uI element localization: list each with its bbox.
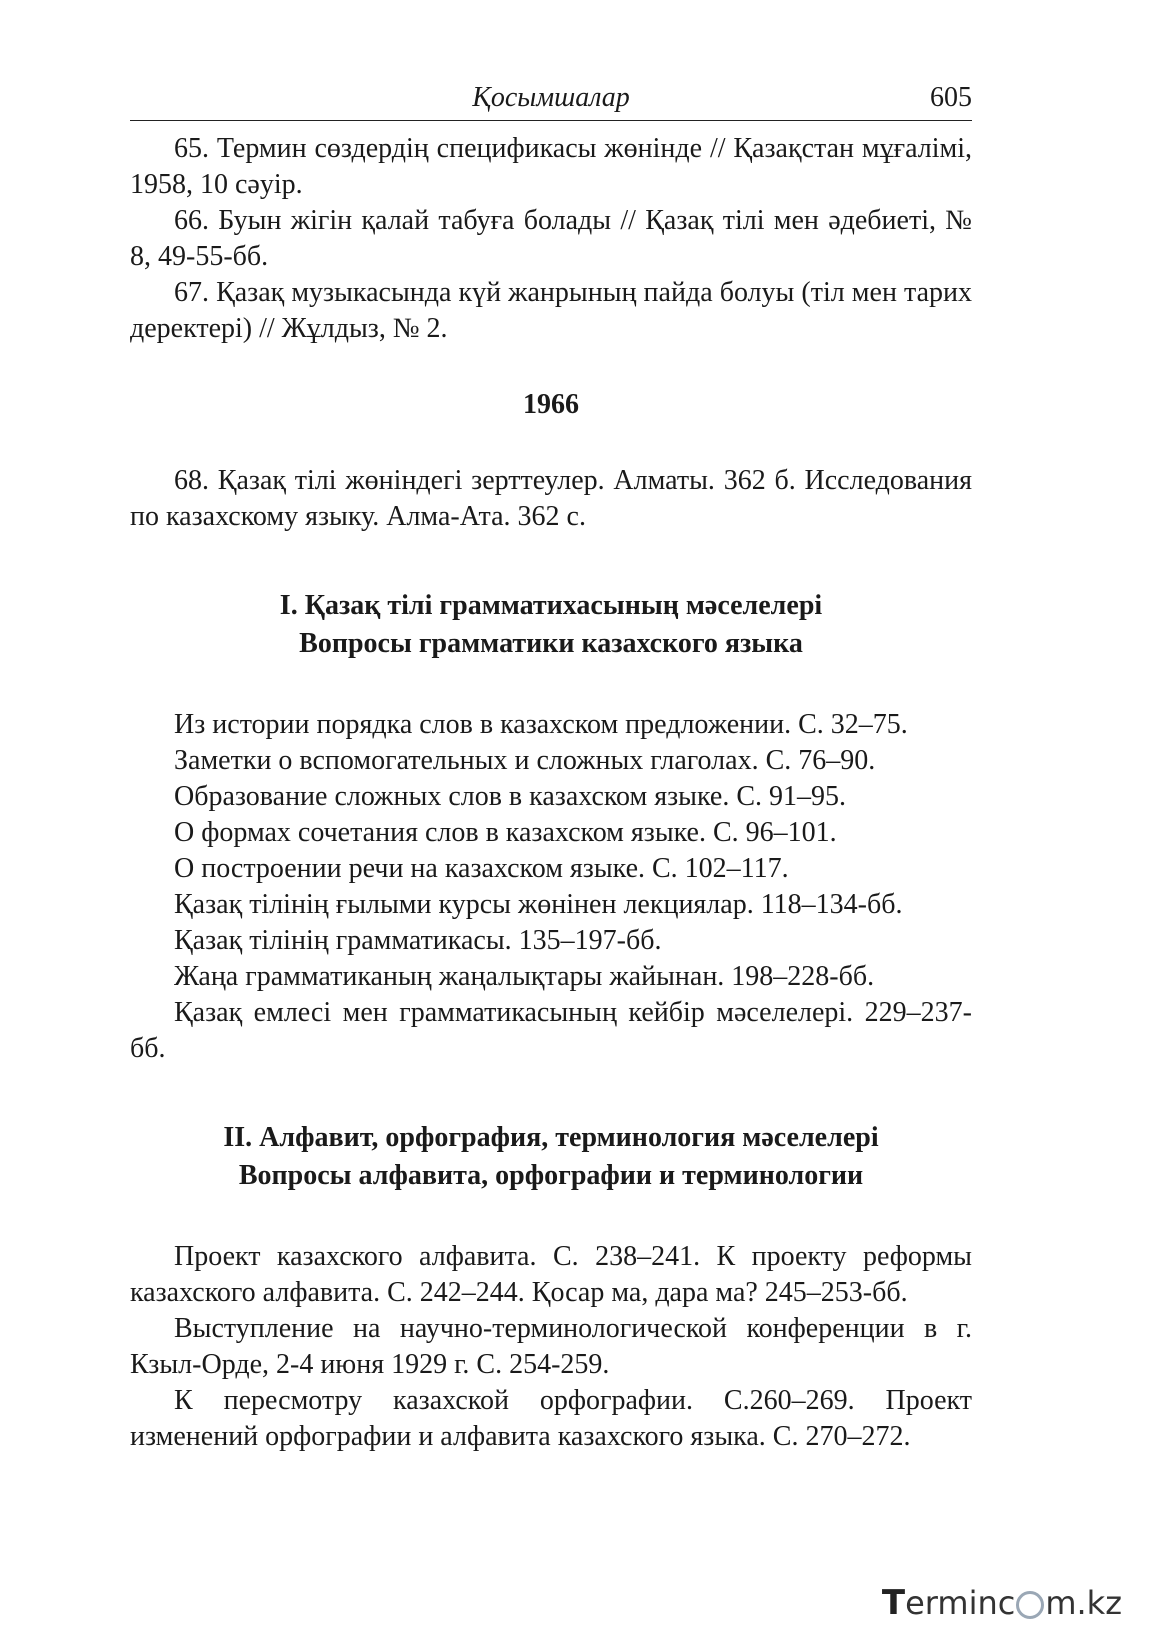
list-item: Из истории порядка слов в казахском предложении. С. 32–75.: [174, 709, 908, 740]
watermark-domain: m.kz: [1045, 1584, 1122, 1622]
running-title: Қосымшалар: [472, 82, 630, 113]
watermark-letter-t: T: [881, 1583, 906, 1623]
list-item: К пересмотру казахской орфографии. С.260–269. Проект изменений орфографии и алфавита казахского языка. С. 270–272.: [130, 1385, 972, 1452]
section-title-kazakh: I. Қазақ тілі грамматихасының мәселелері: [279, 590, 823, 621]
list-item: Заметки о вспомогательных и сложных глаголах. С. 76–90.: [174, 745, 876, 776]
section-title-russian: Вопросы грамматики казахского языка: [299, 628, 803, 659]
bibliography-entry: 65. Термин сөздердің спецификасы жөнінде // Қазақстан мұғалімі, 1958, 10 сәуір.: [130, 133, 972, 200]
watermark-text: erminc: [905, 1584, 1016, 1622]
section-heading-1: [130, 587, 972, 663]
bibliography-entry: 66. Буын жігін қалай табуға болады // Қазақ тілі мен әдебиеті, № 8, 49-55-бб.: [130, 205, 972, 272]
list-item: Проект казахского алфавита. С. 238–241. К проекту реформы казахского алфавита. С. 242–244. Қосар ма, дара ма? 245–253-бб.: [130, 1241, 972, 1308]
list-item: Қазақ тілінің ғылыми курсы жөнінен лекциялар. 118–134-бб.: [174, 889, 903, 920]
bibliography-entry: 68. Қазақ тілі жөніндегі зерттеулер. Алматы. 362 б. Исследования по казахскому языку. Алма-Ата. 362 с.: [130, 465, 972, 532]
list-item: Қазақ емлесі мен грамматикасының кейбір мәселелері. 229–237-бб.: [130, 997, 972, 1064]
list-item: Выступление на научно-терминологической конференции в г. Кзыл-Орде, 2-4 июня 1929 г. С. 254-259.: [130, 1313, 972, 1380]
section-2-list: [130, 1239, 972, 1455]
circle-logo-icon: [1016, 1591, 1044, 1619]
year-heading: 1966: [523, 389, 579, 420]
list-item: Образование сложных слов в казахском языке. С. 91–95.: [174, 781, 846, 812]
list-item: О построении речи на казахском языке. С. 102–117.: [174, 853, 789, 884]
bibliography-entry: 67. Қазақ музыкасында күй жанрының пайда болуы (тіл мен тарих деректері) // Жұлдыз, № 2.: [130, 277, 972, 344]
running-header: [130, 80, 972, 121]
section-title-kazakh: II. Алфавит, орфография, терминология мәселелері: [223, 1122, 879, 1153]
document-body: [130, 131, 972, 1455]
section-1-list: [130, 707, 972, 1067]
list-item: Қазақ тілінің грамматикасы. 135–197-бб.: [174, 925, 662, 956]
list-item: Жаңа грамматиканың жаңалықтары жайынан. 198–228-бб.: [174, 961, 875, 992]
document-page: [130, 80, 972, 1455]
page-number: 605: [930, 82, 972, 113]
section-heading-2: [130, 1119, 972, 1195]
termincom-watermark: [882, 1583, 1122, 1623]
list-item: О формах сочетания слов в казахском языке. С. 96–101.: [174, 817, 837, 848]
section-title-russian: Вопросы алфавита, орфографии и терминологии: [238, 1160, 864, 1191]
